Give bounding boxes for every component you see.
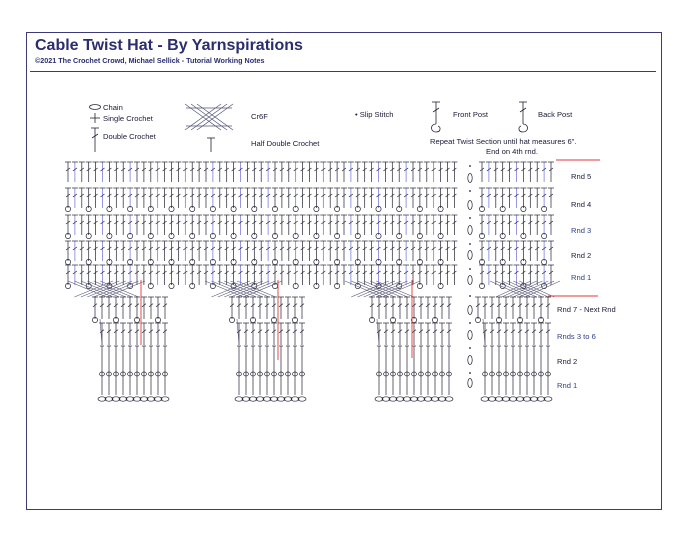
round-label-twist-1: Rnd 1 <box>571 273 592 282</box>
legend-slip-stitch-label: • Slip Stitch <box>355 110 394 119</box>
single-crochet-symbol-icon <box>90 113 100 123</box>
legend-chain-label: Chain <box>103 103 123 112</box>
round-label-body-2: Rnd 2 <box>557 357 578 366</box>
half-double-crochet-symbol-icon <box>207 138 215 152</box>
legend-front-post-label: Front Post <box>453 110 489 119</box>
round-label-twist-2: Rnd 2 <box>571 251 592 260</box>
note-line-1: Repeat Twist Section until hat measures 6". <box>430 137 577 146</box>
legend-single-crochet-label: Single Crochet <box>103 114 153 123</box>
chain-symbol-icon <box>90 105 101 110</box>
legend-back-post-label: Back Post <box>538 110 573 119</box>
stitch-grid <box>65 160 600 401</box>
legend-half-double-crochet-label: Half Double Crochet <box>251 139 320 148</box>
round-label-body-7: Rnd 7 - Next Rnd <box>557 305 616 314</box>
page-subtitle: ©2021 The Crochet Crowd, Michael Sellick - Tutorial Working Notes <box>35 56 265 65</box>
double-crochet-symbol-icon <box>91 128 99 152</box>
round-label-body-1: Rnd 1 <box>557 381 578 390</box>
note-line-2: End on 4th rnd. <box>486 147 538 156</box>
round-label-twist-4: Rnd 4 <box>571 200 592 209</box>
round-label-twist-3: Rnd 3 <box>571 226 592 235</box>
back-post-symbol-icon <box>519 102 528 132</box>
front-post-symbol-icon <box>432 102 441 132</box>
cr6f-symbol-icon <box>185 104 233 130</box>
round-label-twist-5: Rnd 5 <box>571 172 592 181</box>
legend-cr6f-label: Cr6F <box>251 112 268 121</box>
page-title: Cable Twist Hat - By Yarnspirations <box>35 37 303 54</box>
round-label-body-3-6: Rnds 3 to 6 <box>557 332 596 341</box>
legend-double-crochet-label: Double Crochet <box>103 132 156 141</box>
